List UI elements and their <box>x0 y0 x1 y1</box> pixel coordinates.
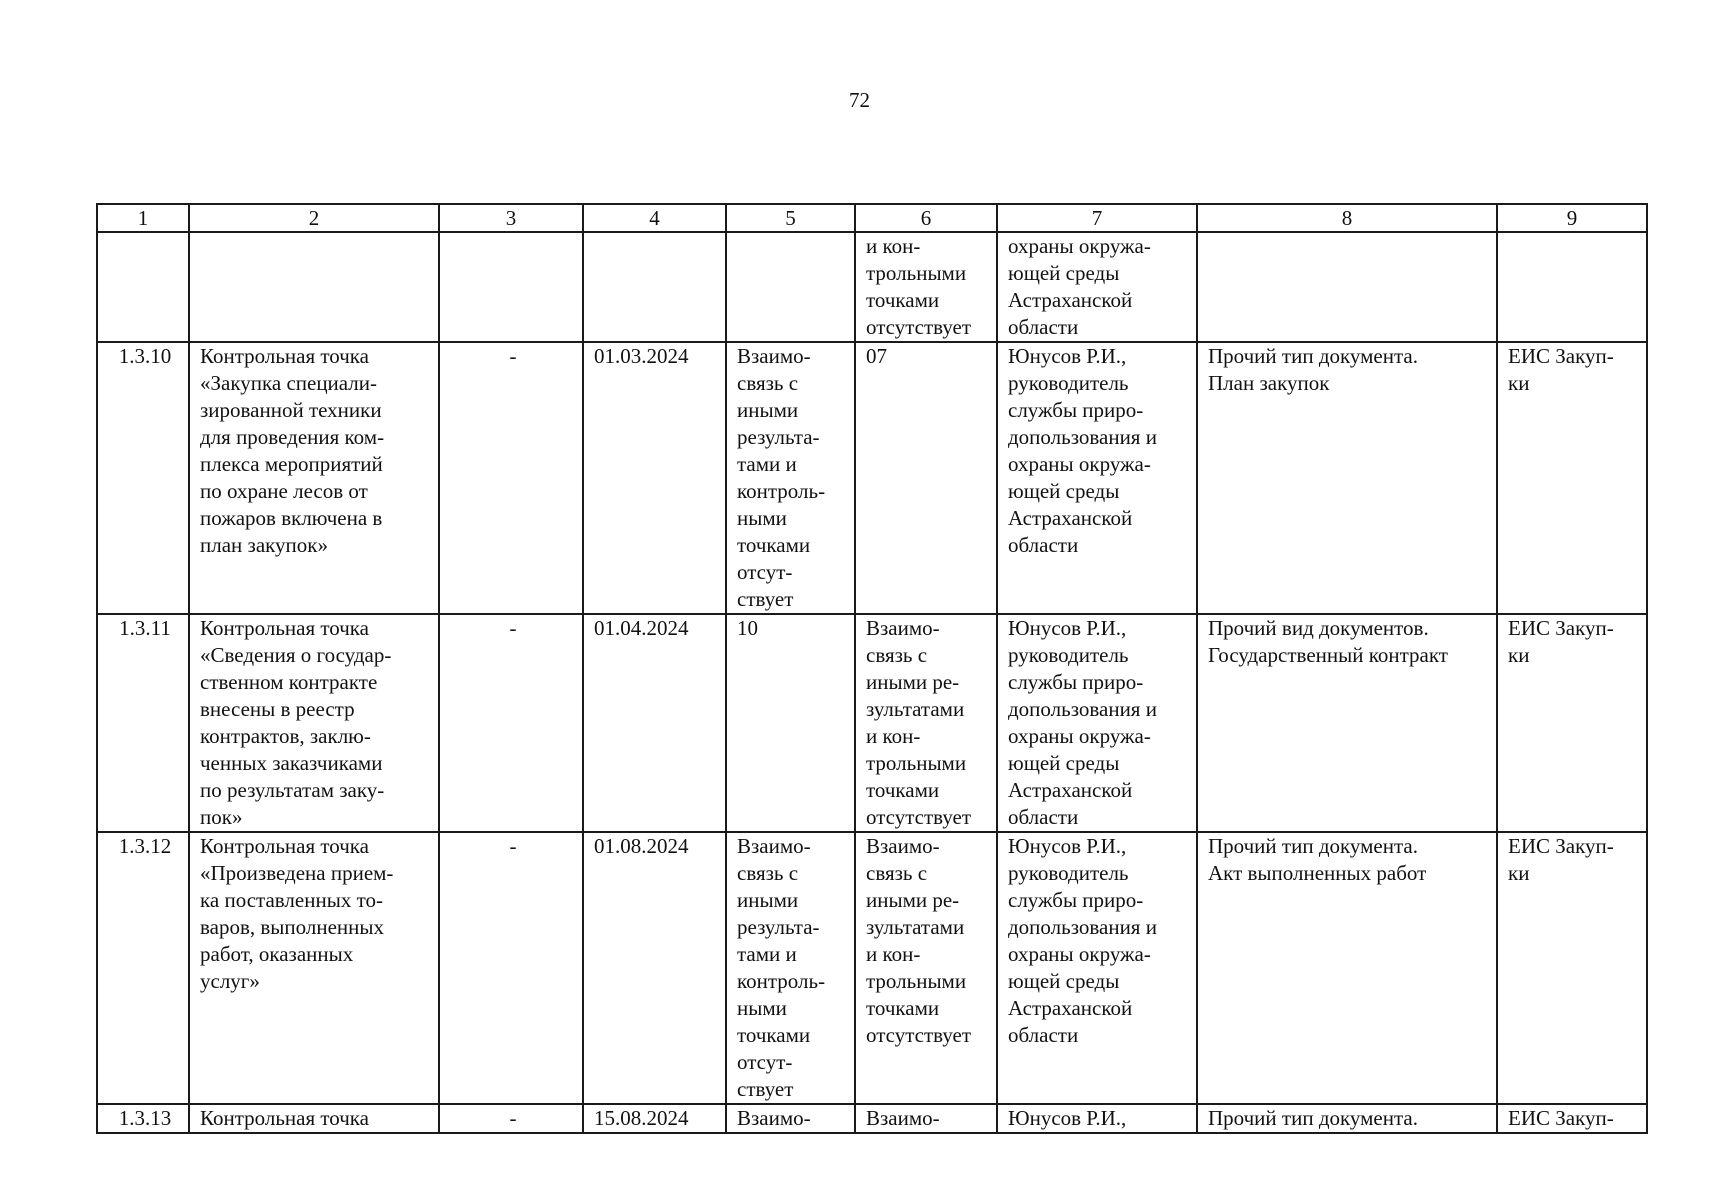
cell-col6: Взаимо- связь с иными ре- зультатами и кон- трольными точками отсутствует <box>855 614 997 832</box>
cell-col3: - <box>439 832 583 1104</box>
column-header: 2 <box>189 204 439 232</box>
cell-number: 1.3.10 <box>97 342 189 614</box>
cell-document-type: Прочий тип документа. План закупок <box>1197 342 1497 614</box>
cell-number: 1.3.12 <box>97 832 189 1104</box>
column-header: 5 <box>726 204 855 232</box>
table-row-continuation <box>97 232 1647 342</box>
column-header: 4 <box>583 204 726 232</box>
cell-responsible: Юнусов Р.И., руководитель службы приро- допользования и охраны окружа- ющей среды Астраханской области <box>997 342 1197 614</box>
cell-date: 01.08.2024 <box>583 832 726 1104</box>
cell-name: Контрольная точка <box>189 1104 439 1133</box>
cell-date: 01.03.2024 <box>583 342 726 614</box>
cell-col3: - <box>439 342 583 614</box>
cell-document-type: Прочий тип документа. Акт выполненных работ <box>1197 832 1497 1104</box>
cell-responsible: Юнусов Р.И., <box>997 1104 1197 1133</box>
page-number: 72 <box>849 88 870 112</box>
cell-col5: Взаимо- связь с иными результа- тами и контроль- ными точками отсут- ствует <box>726 342 855 614</box>
cell-document-type <box>1197 232 1497 342</box>
column-header: 7 <box>997 204 1197 232</box>
table-row <box>97 614 1647 832</box>
cell-responsible: Юнусов Р.И., руководитель службы приро- допользования и охраны окружа- ющей среды Астраханской области <box>997 832 1197 1104</box>
cell-info-system: ЕИС Закуп- ки <box>1497 342 1647 614</box>
cell-col3: - <box>439 1104 583 1133</box>
table-row <box>97 832 1647 1104</box>
cell-col5: 10 <box>726 614 855 832</box>
column-header: 1 <box>97 204 189 232</box>
cell-name <box>189 232 439 342</box>
table-row <box>97 1104 1647 1133</box>
cell-name: Контрольная точка «Произведена прием- ка поставленных то- варов, выполненных работ, оказанных услуг» <box>189 832 439 1104</box>
cell-number <box>97 232 189 342</box>
cell-info-system: ЕИС Закуп- ки <box>1497 832 1647 1104</box>
cell-number: 1.3.11 <box>97 614 189 832</box>
cell-name: Контрольная точка «Сведения о государ- ственном контракте внесены в реестр контрактов, заклю- ченных заказчиками по результатам заку- пок» <box>189 614 439 832</box>
cell-info-system: ЕИС Закуп- ки <box>1497 614 1647 832</box>
cell-col6: и кон- трольными точками отсутствует <box>855 232 997 342</box>
cell-date <box>583 232 726 342</box>
control-points-table <box>96 203 1648 1134</box>
cell-name: Контрольная точка «Закупка специали- зированной техники для проведения ком- плекса мероприятий по охране лесов от пожаров включена в план закупок» <box>189 342 439 614</box>
cell-col6: 07 <box>855 342 997 614</box>
cell-responsible: Юнусов Р.И., руководитель службы приро- допользования и охраны окружа- ющей среды Астраханской области <box>997 614 1197 832</box>
cell-col3 <box>439 232 583 342</box>
cell-number: 1.3.13 <box>97 1104 189 1133</box>
cell-document-type: Прочий тип документа. <box>1197 1104 1497 1133</box>
cell-col3: - <box>439 614 583 832</box>
column-header: 3 <box>439 204 583 232</box>
cell-col5: Взаимо- связь с иными результа- тами и контроль- ными точками отсут- ствует <box>726 832 855 1104</box>
cell-info-system: ЕИС Закуп- <box>1497 1104 1647 1133</box>
column-header: 9 <box>1497 204 1647 232</box>
cell-col6: Взаимо- связь с иными ре- зультатами и кон- трольными точками отсутствует <box>855 832 997 1104</box>
column-header: 8 <box>1197 204 1497 232</box>
cell-info-system <box>1497 232 1647 342</box>
cell-col6: Взаимо- <box>855 1104 997 1133</box>
cell-col5 <box>726 232 855 342</box>
cell-responsible: охраны окружа- ющей среды Астраханской области <box>997 232 1197 342</box>
table-row <box>97 342 1647 614</box>
cell-date: 01.04.2024 <box>583 614 726 832</box>
cell-col5: Взаимо- <box>726 1104 855 1133</box>
cell-date: 15.08.2024 <box>583 1104 726 1133</box>
cell-document-type: Прочий вид документов. Государственный контракт <box>1197 614 1497 832</box>
column-header: 6 <box>855 204 997 232</box>
table-header-row <box>97 204 1647 232</box>
